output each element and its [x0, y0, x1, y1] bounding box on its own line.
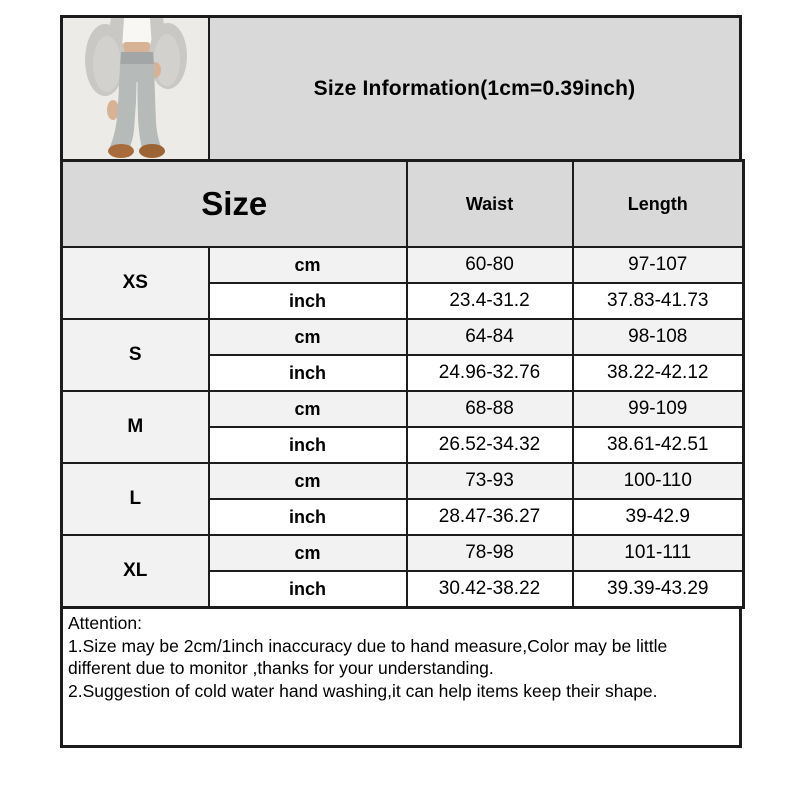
- unit-label: cm: [209, 463, 407, 499]
- size-info-banner: [210, 18, 739, 159]
- waist-value: 73-93: [407, 463, 573, 499]
- unit-label: cm: [209, 247, 407, 283]
- unit-label: inch: [209, 427, 407, 463]
- size-label-l: L: [62, 463, 209, 535]
- sleeve-highlight: [93, 36, 121, 92]
- length-value: 39-42.9: [573, 499, 744, 535]
- length-value: 99-109: [573, 391, 744, 427]
- length-column-header: Length: [573, 161, 744, 248]
- attention-title: Attention:: [68, 613, 142, 633]
- waist-value: 28.47-36.27: [407, 499, 573, 535]
- size-label-s: S: [62, 319, 209, 391]
- size-label-xs: XS: [62, 247, 209, 319]
- product-photo: [63, 18, 210, 159]
- waist-value: 23.4-31.2: [407, 283, 573, 319]
- waistband: [120, 52, 154, 66]
- unit-label: inch: [209, 499, 407, 535]
- waist-value: 64-84: [407, 319, 573, 355]
- waist-value: 78-98: [407, 535, 573, 571]
- waist-value: 60-80: [407, 247, 573, 283]
- top-section: [60, 15, 742, 162]
- sleeve-highlight: [154, 34, 180, 86]
- midriff: [123, 42, 150, 53]
- length-value: 38.22-42.12: [573, 355, 744, 391]
- waist-column-header: Waist: [407, 161, 573, 248]
- waist-value: 24.96-32.76: [407, 355, 573, 391]
- banner-title: Size Information(1cm=0.39inch): [313, 76, 636, 100]
- model-figure-illustration: [63, 18, 208, 159]
- waist-value: 68-88: [407, 391, 573, 427]
- size-info-sheet: [60, 15, 742, 748]
- table-row: [62, 463, 744, 499]
- length-value: 101-111: [573, 535, 744, 571]
- right-shoe: [139, 144, 165, 158]
- left-shoe: [108, 144, 134, 158]
- unit-label: cm: [209, 319, 407, 355]
- table-row: [62, 319, 744, 355]
- length-value: 97-107: [573, 247, 744, 283]
- table-row: [62, 247, 744, 283]
- length-value: 98-108: [573, 319, 744, 355]
- attention-line-2: different due to monitor ,thanks for your understanding.: [68, 658, 494, 678]
- length-value: 39.39-43.29: [573, 571, 744, 608]
- attention-line-3: 2.Suggestion of cold water hand washing,it can help items keep their shape.: [68, 680, 658, 701]
- attention-line-1: 1.Size may be 2cm/1inch inaccuracy due to hand measure,Color may be little: [68, 635, 668, 656]
- length-value: 38.61-42.51: [573, 427, 744, 463]
- unit-label: cm: [209, 391, 407, 427]
- table-row: [62, 391, 744, 427]
- unit-label: inch: [209, 571, 407, 608]
- waist-value: 26.52-34.32: [407, 427, 573, 463]
- size-label-xl: XL: [62, 535, 209, 608]
- table-header-row: [62, 161, 744, 248]
- size-column-header: Size: [62, 161, 407, 248]
- unit-label: cm: [209, 535, 407, 571]
- length-value: 37.83-41.73: [573, 283, 744, 319]
- size-label-m: M: [62, 391, 209, 463]
- size-table: [60, 159, 745, 609]
- unit-label: inch: [209, 355, 407, 391]
- attention-note: [60, 606, 742, 748]
- length-value: 100-110: [573, 463, 744, 499]
- unit-label: inch: [209, 283, 407, 319]
- waist-value: 30.42-38.22: [407, 571, 573, 608]
- table-row: [62, 535, 744, 571]
